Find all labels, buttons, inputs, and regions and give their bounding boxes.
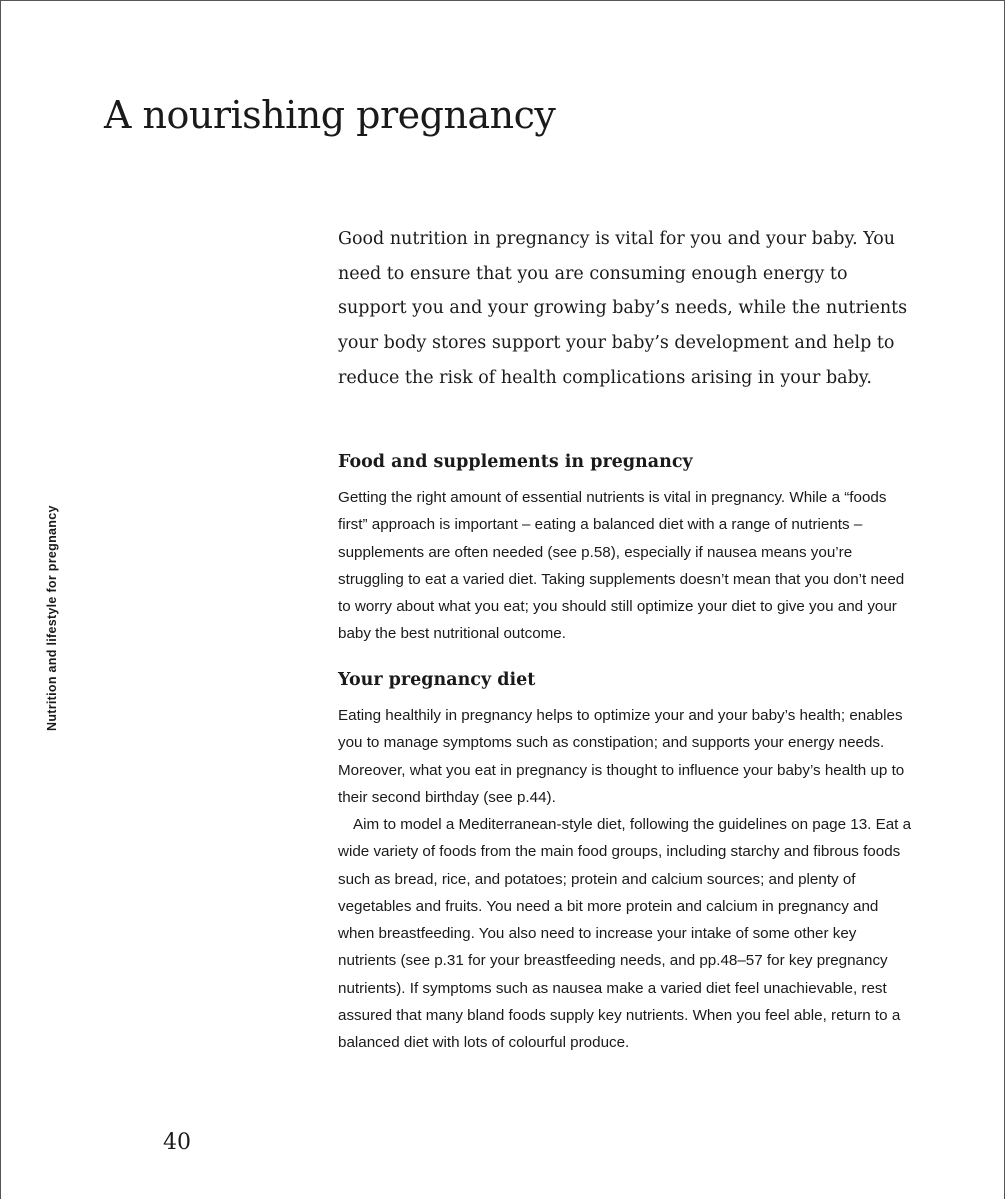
section-heading-pregnancy-diet: Your pregnancy diet <box>338 670 536 690</box>
page-title: A nourishing pregnancy <box>104 93 556 137</box>
section-paragraph-pregnancy-diet-1: Eating healthily in pregnancy helps to optimize your and your baby’s health; enables you to manage symptoms such as constipation; and supports your energy needs. Moreover, what you eat in pregnancy is thought to influence your baby’s health up to their second birthday (see p.44). <box>338 707 905 806</box>
section-paragraph-pregnancy-diet-2: Aim to model a Mediterranean-style diet, following the guidelines on page 13. Eat a wide variety of foods from the main food groups, including starchy and fibrous foods such as bread, rice, and potatoes; protein and calcium sources; and plenty of vegetables and fruits. You need a bit more protein and calcium in pregnancy and when breastfeeding. You also need to increase your intake of some other key nutrients (see p.31 for your breastfeeding needs, and pp.48–57 for key pregnancy nutrients). If symptoms such as nausea make a varied diet feel unachievable, rest assured that many bland foods supply key nutrients. When you feel able, return to a balanced diet with lots of colourful produce. <box>338 816 912 1052</box>
section-heading-food-supplements: Food and supplements in pregnancy <box>338 452 693 472</box>
page-number: 40 <box>163 1130 191 1155</box>
section-paragraph-food-supplements: Getting the right amount of essential nutrients is vital in pregnancy. While a “foods first” approach is important – eating a balanced diet with a range of nutrients – supplements are often needed (see p.58), especially if nausea means you’re struggling to eat a varied diet. Taking supplements doesn’t mean that you don’t need to worry about what you eat; you should still optimize your diet to give you and your baby the best nutritional outcome. <box>338 489 905 643</box>
intro-paragraph: Good nutrition in pregnancy is vital for you and your baby. You need to ensure that you are consuming enough energy to support you and your growing baby’s needs, while the nutrients your body stores support your baby’s development and help to reduce the risk of health complications arising in your baby. <box>338 229 908 388</box>
chapter-side-label: Nutrition and lifestyle for pregnancy <box>45 505 59 731</box>
